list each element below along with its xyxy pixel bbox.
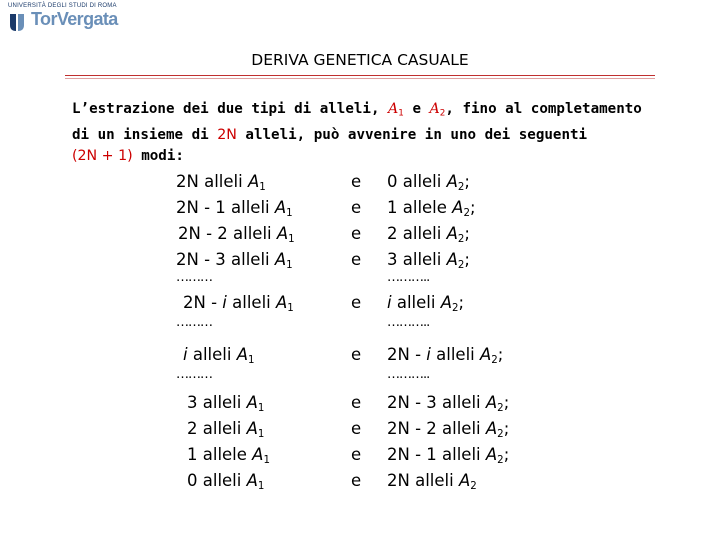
- combination-right: [387, 293, 464, 314]
- formula-part: 2: [457, 182, 465, 194]
- formula-part: A: [452, 198, 464, 217]
- formula-part: 1: [288, 234, 295, 246]
- formula-part: A: [252, 445, 264, 464]
- ellipsis-right: ………..: [387, 367, 430, 382]
- formula-part: i: [222, 293, 227, 312]
- formula-part: 2: [491, 355, 498, 367]
- combination-right: [387, 445, 509, 466]
- formula-part: A: [446, 250, 458, 269]
- allele-symbol: A: [429, 101, 440, 117]
- formula-part: i: [426, 345, 431, 364]
- intro-line-1: [72, 99, 692, 125]
- formula-part: 2: [457, 234, 465, 246]
- connector-text: e: [351, 172, 362, 191]
- ellipsis-right: ………..: [387, 270, 430, 285]
- logo-university-text: UNIVERSITÀ DEGLI STUDI DI ROMA: [8, 3, 117, 9]
- combination-left: [187, 419, 264, 440]
- combination-left: [187, 445, 270, 466]
- combination-right: [387, 172, 470, 193]
- formula-part: 1: [286, 260, 293, 272]
- connector-text: e: [351, 393, 362, 412]
- formula-part: A: [485, 445, 498, 464]
- intro-text: di un insieme di: [72, 126, 218, 143]
- formula-part: A: [446, 172, 458, 191]
- connector-text: e: [351, 345, 362, 364]
- formula-part: 1: [259, 182, 266, 194]
- formula-part: A: [485, 419, 498, 438]
- connector-text: e: [351, 445, 362, 464]
- title-divider-shadow: [65, 78, 655, 79]
- formula-part: 2N -: [183, 293, 223, 312]
- logo-name: TorVergata: [31, 9, 118, 29]
- formula-part: 3 alleli: [387, 250, 447, 269]
- intro-text: modi:: [132, 147, 184, 164]
- combination-left: [176, 198, 293, 219]
- combination-left: [176, 172, 266, 193]
- combination-left: [183, 293, 294, 314]
- intro-paragraph: [72, 99, 692, 167]
- ellipsis-right: ………..: [387, 315, 430, 330]
- formula-part: 2: [497, 455, 504, 467]
- connector-text: e: [351, 419, 362, 438]
- formula-part: A: [485, 393, 498, 412]
- intro-highlight: 2N: [217, 126, 237, 143]
- connector-text: e: [351, 224, 362, 243]
- formula-part: ;: [464, 224, 470, 243]
- allele-subscript: 1: [398, 108, 404, 119]
- formula-part: 1: [263, 455, 270, 467]
- formula-part: 2: [457, 260, 465, 272]
- formula-part: 1: [247, 355, 255, 367]
- combination-right: [387, 419, 509, 440]
- formula-part: A: [247, 172, 260, 191]
- combination-left: [176, 250, 293, 271]
- intro-line-2: [72, 125, 692, 146]
- formula-part: 2 alleli: [187, 419, 247, 438]
- formula-part: 2N - 2 alleli: [178, 224, 277, 243]
- intro-text: L’estrazione dei due tipi di alleli,: [72, 101, 389, 117]
- connector-text: e: [351, 198, 362, 217]
- intro-text: e: [403, 101, 430, 117]
- intro-text: , fino al completamento: [445, 101, 642, 117]
- formula-part: 1 allele: [387, 198, 453, 217]
- combination-right: [387, 224, 470, 245]
- formula-part: 2: [470, 481, 477, 493]
- formula-part: 2: [463, 208, 470, 220]
- formula-part: 2N alleli: [176, 172, 248, 191]
- ellipsis-left: ………: [176, 315, 212, 330]
- formula-part: A: [479, 345, 492, 364]
- formula-part: alleli: [187, 345, 237, 364]
- formula-part: ;: [503, 445, 510, 464]
- formula-part: 2: [497, 429, 504, 441]
- formula-part: ;: [469, 198, 476, 217]
- formula-part: ;: [464, 250, 470, 269]
- formula-part: 1: [287, 303, 294, 315]
- intro-text: alleli, può avvenire in uno dei seguenti: [236, 126, 588, 143]
- allele-subscript: 2: [439, 108, 446, 119]
- formula-part: 2: [451, 303, 459, 315]
- combination-left: [187, 471, 264, 492]
- intro-line-3: [72, 146, 692, 167]
- combination-right: [387, 198, 476, 219]
- logo-emblem-icon: [8, 12, 30, 32]
- formula-part: 2N - 3 alleli: [387, 393, 486, 412]
- formula-part: i: [183, 345, 188, 364]
- formula-part: 1 allele: [187, 445, 253, 464]
- combination-right: [387, 471, 477, 492]
- combination-right: [387, 393, 509, 414]
- formula-part: A: [274, 250, 287, 269]
- university-logo: [4, 3, 118, 35]
- formula-part: alleli: [226, 293, 276, 312]
- formula-part: 0 alleli: [387, 172, 447, 191]
- formula-part: 2N alleli: [387, 471, 459, 490]
- connector-text: e: [351, 250, 362, 269]
- formula-part: 1: [286, 208, 293, 220]
- connector-text: e: [351, 293, 362, 312]
- formula-part: ;: [503, 393, 510, 412]
- formula-part: A: [276, 224, 289, 243]
- intro-highlight: (2N + 1): [72, 147, 133, 164]
- formula-part: 0 alleli: [187, 471, 247, 490]
- formula-part: 1: [257, 481, 265, 493]
- combination-left: [187, 393, 264, 414]
- formula-part: A: [440, 293, 452, 312]
- formula-part: 2N - 2 alleli: [387, 419, 486, 438]
- combination-left: [183, 345, 255, 366]
- combination-right: [387, 250, 470, 271]
- formula-part: A: [458, 471, 471, 490]
- formula-part: ;: [497, 345, 504, 364]
- formula-part: 1: [257, 429, 265, 441]
- formula-part: 2N -: [387, 345, 427, 364]
- formula-part: ;: [503, 419, 510, 438]
- formula-part: 2N - 3 alleli: [176, 250, 275, 269]
- formula-part: alleli: [391, 293, 441, 312]
- formula-part: 3 alleli: [187, 393, 247, 412]
- formula-part: i: [387, 293, 392, 312]
- formula-part: A: [246, 419, 258, 438]
- formula-part: 1: [257, 403, 265, 415]
- formula-part: 2: [497, 403, 504, 415]
- ellipsis-left: ………: [176, 367, 212, 382]
- formula-part: A: [274, 198, 287, 217]
- formula-part: A: [246, 471, 258, 490]
- formula-part: 2 alleli: [387, 224, 447, 243]
- ellipsis-left: ………: [176, 270, 212, 285]
- page-title: DERIVA GENETICA CASUALE: [251, 51, 469, 69]
- formula-part: A: [236, 345, 248, 364]
- formula-part: alleli: [430, 345, 480, 364]
- combination-right: [387, 345, 503, 366]
- allele-symbol: A: [388, 101, 399, 117]
- formula-part: ;: [464, 172, 470, 191]
- combination-left: [178, 224, 295, 245]
- connector-text: e: [351, 471, 362, 490]
- formula-part: 2N - 1 alleli: [387, 445, 486, 464]
- formula-part: A: [275, 293, 288, 312]
- formula-part: 2N - 1 alleli: [176, 198, 275, 217]
- formula-part: A: [246, 393, 258, 412]
- formula-part: ;: [458, 293, 465, 312]
- title-divider: [65, 75, 655, 76]
- formula-part: A: [446, 224, 458, 243]
